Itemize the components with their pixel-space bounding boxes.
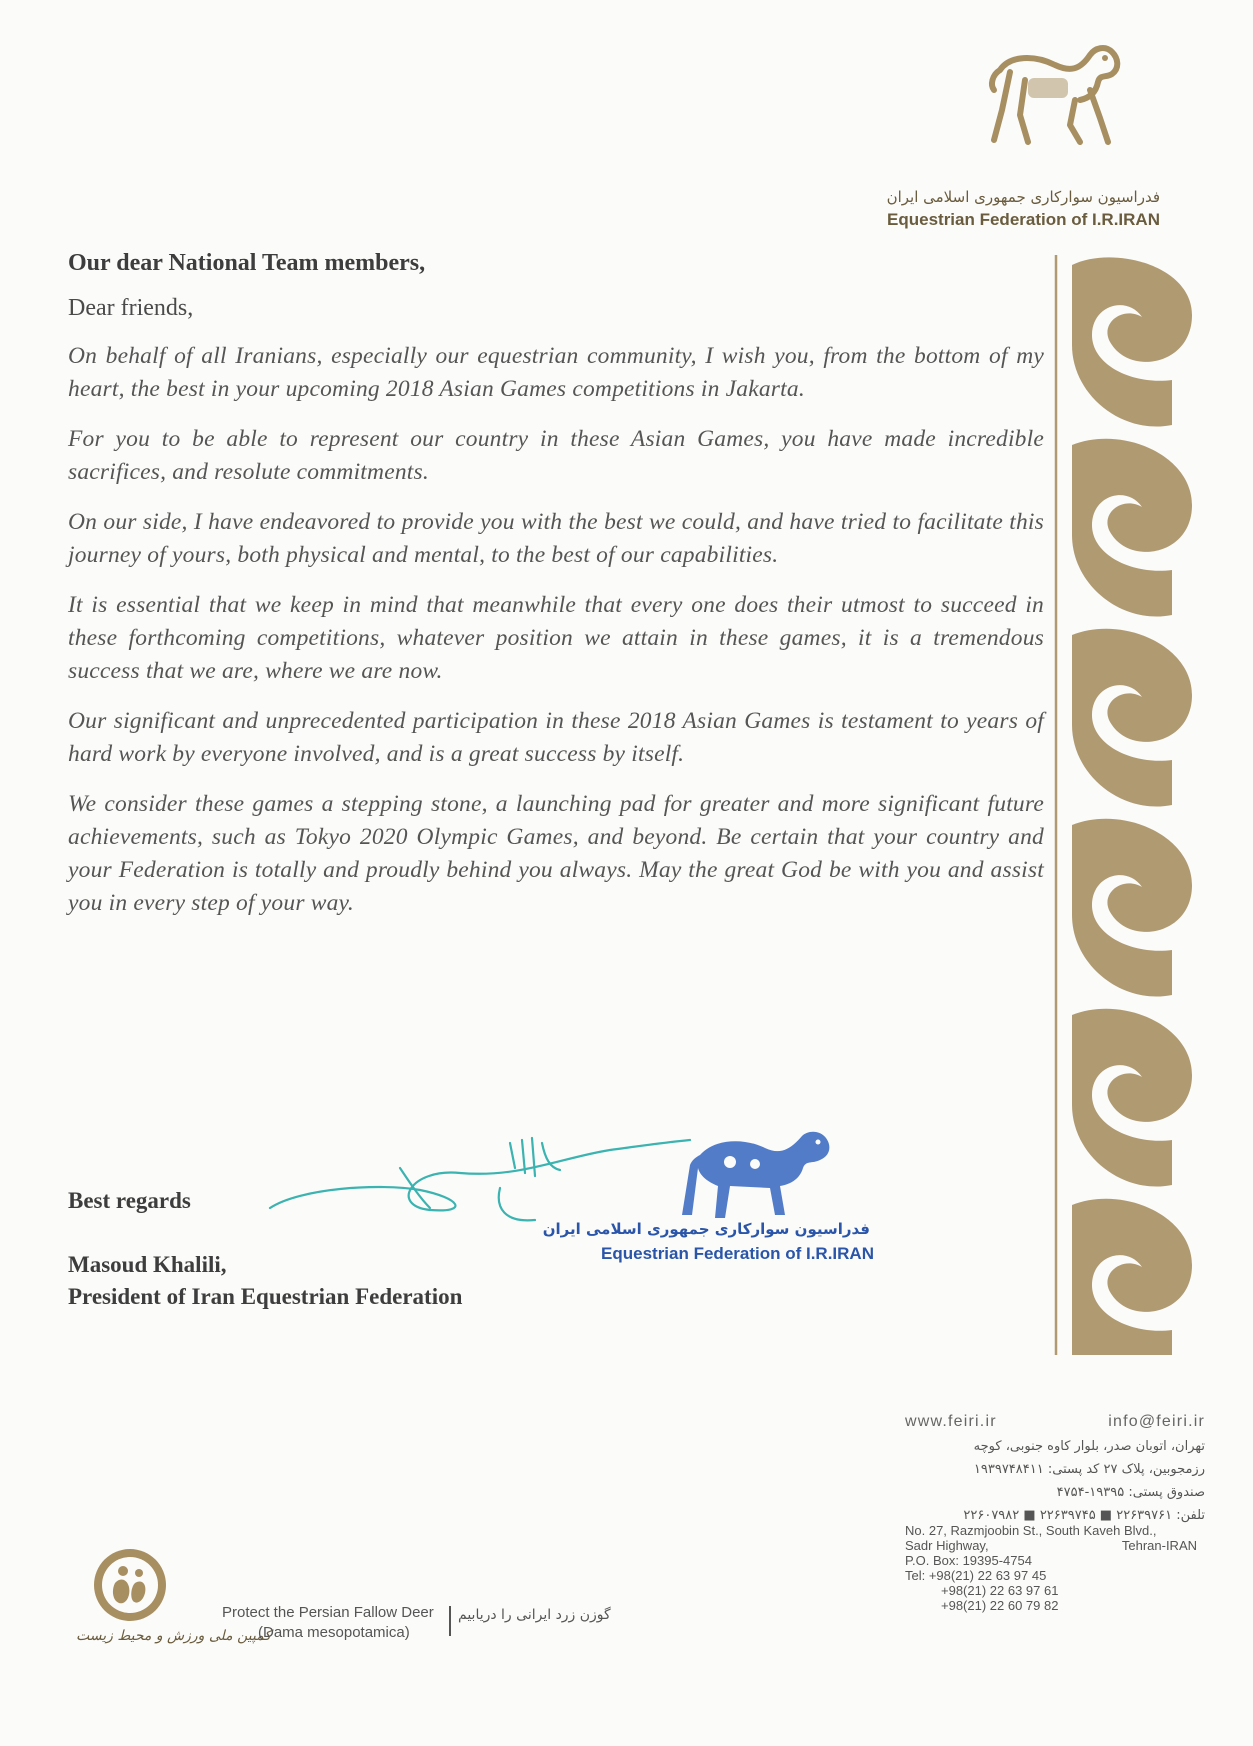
email-link[interactable]: info@feiri.ir bbox=[1108, 1413, 1205, 1430]
deer-scientific-name: (Dama mesopotamica) bbox=[258, 1624, 410, 1641]
deer-campaign-english: Protect the Persian Fallow Deer bbox=[222, 1604, 434, 1621]
address-english-2 bbox=[905, 1538, 1197, 1553]
website-link[interactable]: www.feiri.ir bbox=[905, 1413, 997, 1430]
divider bbox=[449, 1606, 451, 1636]
campaign-name: کمپین ملی ورزش و محیط زیست bbox=[76, 1628, 271, 1644]
paragraph-1: On behalf of all Iranians, especially our equestrian community, I wish you, from the bottom of my heart, the best in your upcoming 2018 Asian Games competitions in Jakarta. bbox=[68, 343, 1044, 402]
paragraph-5: Our significant and unprecedented participation in these 2018 Asian Games is testament to years of hard work by everyone involved, and is a great success by itself. bbox=[68, 708, 1044, 767]
city-text: Tehran-IRAN bbox=[1121, 1538, 1197, 1553]
federation-logo bbox=[886, 30, 1210, 229]
paragraph-4: It is essential that we keep in mind that meanwhile that every one does their utmost to succeed in these forthcoming competitions, whatever position we attain in these games, it is a tremendous success that we are, where we are now. bbox=[68, 592, 1044, 684]
greeting: Dear friends, bbox=[68, 295, 194, 321]
stamp-org-english: Equestrian Federation of I.R.IRAN bbox=[601, 1244, 874, 1263]
salutation: Our dear National Team members, bbox=[68, 250, 426, 276]
deer-campaign-persian: گوزن زرد ایرانی را دریابیم bbox=[458, 1607, 611, 1623]
po-box: P.O. Box: 19395-4754 bbox=[905, 1553, 1032, 1568]
stamp-org-persian: فدراسیون سوارکاری جمهوری اسلامی ایران bbox=[542, 1220, 870, 1238]
horse-logo-icon bbox=[980, 30, 1130, 148]
letter-body bbox=[68, 250, 1044, 937]
telephone-2: +98(21) 22 63 97 61 bbox=[941, 1583, 1059, 1598]
telephone-1: Tel: +98(21) 22 63 97 45 bbox=[905, 1568, 1047, 1583]
signer-title: President of Iran Equestrian Federation bbox=[68, 1284, 463, 1309]
horse-stamp-icon bbox=[670, 1120, 840, 1225]
paragraph-3: On our side, I have endeavored to provide you with the best we could, and have tried to facilitate this journey of yours, both physical and mental, to the best of our capabilities. bbox=[68, 509, 1044, 568]
paragraph-6: We consider these games a stepping stone, a launching pad for greater and more significant future achievements, such as Tokyo 2020 Olympic Games, and beyond. Be certain that your country and your Federation is totally and proudly behind you always. May the great God be with you and assist you in every step of your way. bbox=[68, 791, 1044, 916]
telephone-3: +98(21) 22 60 79 82 bbox=[941, 1598, 1059, 1613]
signer-name: Masoud Khalili, bbox=[68, 1252, 227, 1277]
address-english-1: No. 27, Razmjoobin St., South Kaveh Blvd., bbox=[905, 1523, 1157, 1538]
contact-block bbox=[905, 1413, 1205, 1613]
org-name-persian: فدراسیون سوارکاری جمهوری اسلامی ایران bbox=[886, 188, 1160, 206]
closing: Best regards bbox=[68, 1188, 191, 1213]
address-persian-1: تهران، اتوبان صدر، بلوار کاوه جنوبی، کوچه bbox=[973, 1439, 1205, 1454]
org-name-english: Equestrian Federation of I.R.IRAN bbox=[887, 210, 1160, 229]
highway-text: Sadr Highway, bbox=[905, 1538, 989, 1553]
campaign-logo-icon bbox=[85, 1545, 175, 1625]
web-email-row bbox=[905, 1413, 1205, 1431]
ornamental-border bbox=[1052, 255, 1202, 1355]
phone-persian: تلفن: ۲۲۶۳۹۷۶۱ ■ ۲۲۶۳۹۷۴۵ ■ ۲۲۶۰۷۹۸۲ bbox=[963, 1508, 1205, 1523]
official-stamp bbox=[542, 1120, 890, 1270]
paragraph-2: For you to be able to represent our country in these Asian Games, you have made incredible sacrifices, and resolute commitments. bbox=[68, 426, 1044, 485]
address-persian-2: رزمجوبین، پلاک ۲۷ کد پستی: ۱۹۳۹۷۴۸۴۱۱ bbox=[973, 1462, 1205, 1477]
address-persian-3: صندوق پستی: ۱۹۳۹۵-۴۷۵۴ bbox=[1056, 1485, 1205, 1500]
